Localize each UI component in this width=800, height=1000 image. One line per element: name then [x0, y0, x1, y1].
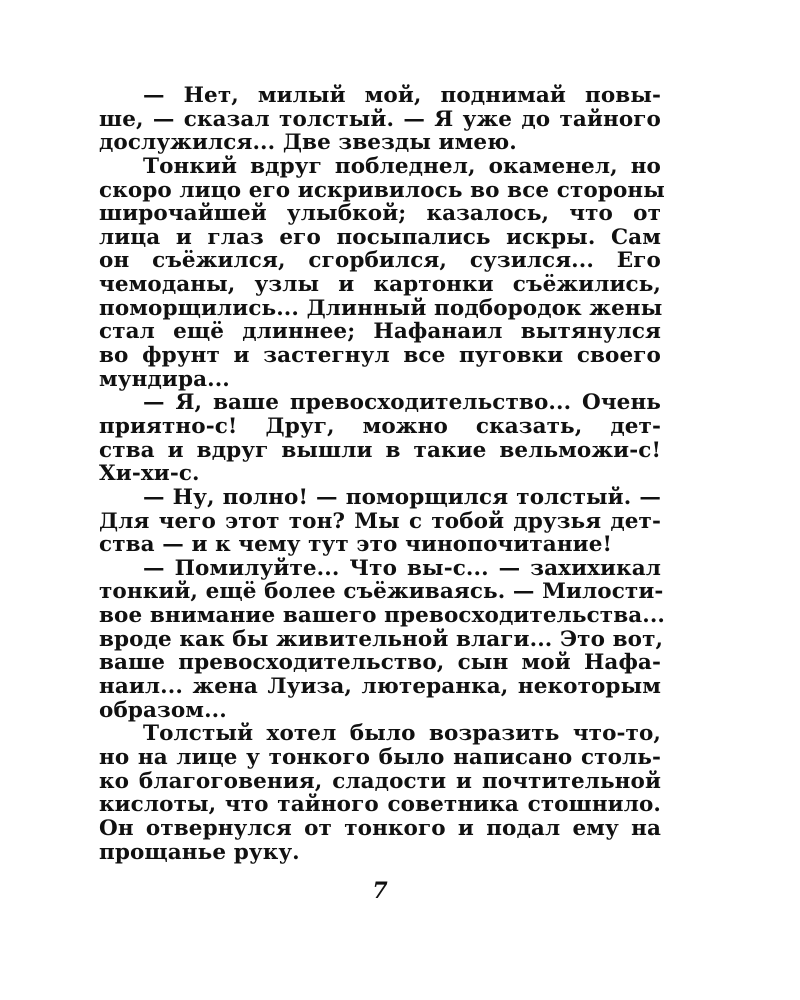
text-line: поморщились... Длинный подбородок жены	[99, 295, 663, 321]
text-line: Для чего этот тон? Мы с тобой друзья дет-	[99, 508, 661, 534]
text-line: стал ещё длиннее; Нафанаил вытянулся	[99, 319, 661, 345]
body-text	[99, 83, 666, 865]
text-line: образом...	[99, 697, 227, 723]
text-line: вроде как бы живительной влаги... Это вот,	[99, 626, 664, 652]
text-line: ства и вдруг вышли в такие вельможи-с!	[99, 437, 661, 463]
text-line: прощанье руку.	[99, 839, 300, 865]
page-number: 7	[372, 878, 388, 904]
text-line: вое внимание вашего превосходительства...	[99, 603, 666, 629]
text-line: — Помилуйте... Что вы-с... — захихикал	[143, 555, 661, 581]
text-line: — Нет, милый мой, поднимай повы-	[143, 83, 661, 108]
text-line: чемоданы, узлы и картонки съёжились,	[99, 272, 661, 298]
text-line: ваше превосходительство, сын мой Нафа-	[99, 650, 661, 676]
text-line: ства — и к чему тут это чинопочитание!	[99, 532, 613, 558]
text-line: скоро лицо его искривилось во все стороны	[99, 177, 665, 203]
text-line: — Я, ваше превосходительство... Очень	[143, 390, 661, 416]
text-line: мундира...	[99, 366, 230, 392]
text-line: Тонкий вдруг побледнел, окаменел, но	[143, 153, 661, 179]
text-line: но на лице у тонкого было написано столь-	[99, 744, 661, 770]
text-line: он съёжился, сгорбился, сузился... Его	[99, 248, 661, 274]
text-line: Толстый хотел было возразить что-то,	[143, 721, 661, 747]
text-line: тонкий, ещё более съёживаясь. — Милости-	[99, 579, 664, 605]
text-line: приятно-с! Друг, можно сказать, дет-	[99, 413, 661, 439]
text-line: во фрунт и застегнул все пуговки своего	[99, 343, 661, 369]
text-line: Хи-хи-с.	[99, 461, 200, 487]
text-line: кислоты, что тайного советника стошнило.	[99, 792, 661, 818]
text-line: широчайшей улыбкой; казалось, что от	[99, 201, 661, 227]
text-line: лица и глаз его посыпались искры. Сам	[99, 224, 661, 250]
text-line: — Ну, полно! — поморщился толстый. —	[143, 484, 661, 510]
text-line: ше, — сказал толстый. — Я уже до тайного	[99, 106, 661, 132]
text-line: наил... жена Луиза, лютеранка, некоторым	[99, 674, 661, 700]
text-line: ко благоговения, сладости и почтительной	[99, 768, 661, 794]
text-line: Он отвернулся от тонкого и подал ему на	[99, 815, 661, 841]
text-line: дослужился... Две звезды имею.	[99, 130, 517, 156]
